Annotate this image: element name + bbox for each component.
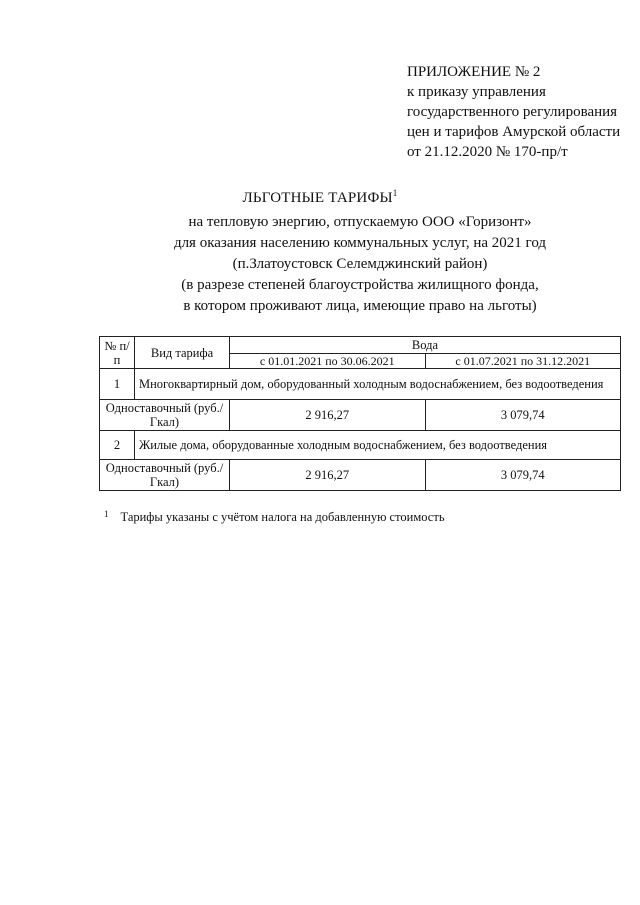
header-number: № п/п <box>100 337 135 369</box>
appendix-line: к приказу управления <box>407 84 546 100</box>
footnote <box>104 509 445 525</box>
header-tariff-kind: Вид тарифа <box>135 337 230 369</box>
value-period-1: 2 916,27 <box>230 460 426 491</box>
title-footnote-mark: 1 <box>392 188 398 198</box>
subtitle-line: в котором проживают лица, имеющие право на льготы) <box>183 298 537 314</box>
appendix-title: ПРИЛОЖЕНИЕ № 2 <box>407 64 541 80</box>
appendix-line: государственного регулирования <box>407 104 618 120</box>
header-water: Вода <box>230 337 621 354</box>
tariff-kind-cell: Одноставочный (руб./Гкал) <box>100 400 230 431</box>
tariff-kind-cell: Одноставочный (руб./Гкал) <box>100 460 230 491</box>
document-title <box>0 188 640 207</box>
row-number: 2 <box>100 431 135 460</box>
table-header-row <box>100 337 621 354</box>
subtitle-line: (в разрезе степеней благоустройства жилищного фонда, <box>181 277 539 293</box>
value-period-2: 3 079,74 <box>425 400 621 431</box>
subtitle-line: на тепловую энергию, отпускаемую ООО «Горизонт» <box>188 214 532 230</box>
tariff-table <box>99 336 621 491</box>
subtitle-line: для оказания населению коммунальных услуг, на 2021 год <box>173 235 547 251</box>
appendix-line: цен и тарифов Амурской области <box>407 124 621 140</box>
value-period-2: 3 079,74 <box>425 460 621 491</box>
appendix-line: от 21.12.2020 № 170-пр/т <box>407 144 568 160</box>
value-period-1: 2 916,27 <box>230 400 426 431</box>
title-text: ЛЬГОТНЫЕ ТАРИФЫ <box>242 190 393 206</box>
table-row <box>100 369 621 400</box>
appendix-block <box>407 62 635 162</box>
footnote-mark: 1 <box>104 509 109 519</box>
table-row <box>100 460 621 491</box>
header-period-2: с 01.07.2021 по 31.12.2021 <box>425 354 621 369</box>
row-number: 1 <box>100 369 135 400</box>
table-row <box>100 400 621 431</box>
document-subtitle <box>0 212 640 317</box>
table-row <box>100 431 621 460</box>
footnote-text: Тарифы указаны с учётом налога на добавленную стоимость <box>120 510 445 524</box>
header-period-1: с 01.01.2021 по 30.06.2021 <box>230 354 426 369</box>
row-description: Жилые дома, оборудованные холодным водоснабжением, без водоотведения <box>135 431 621 460</box>
row-description: Многоквартирный дом, оборудованный холодным водоснабжением, без водоотведения <box>135 369 621 400</box>
subtitle-line: (п.Златоустовск Селемджинский район) <box>232 256 488 272</box>
